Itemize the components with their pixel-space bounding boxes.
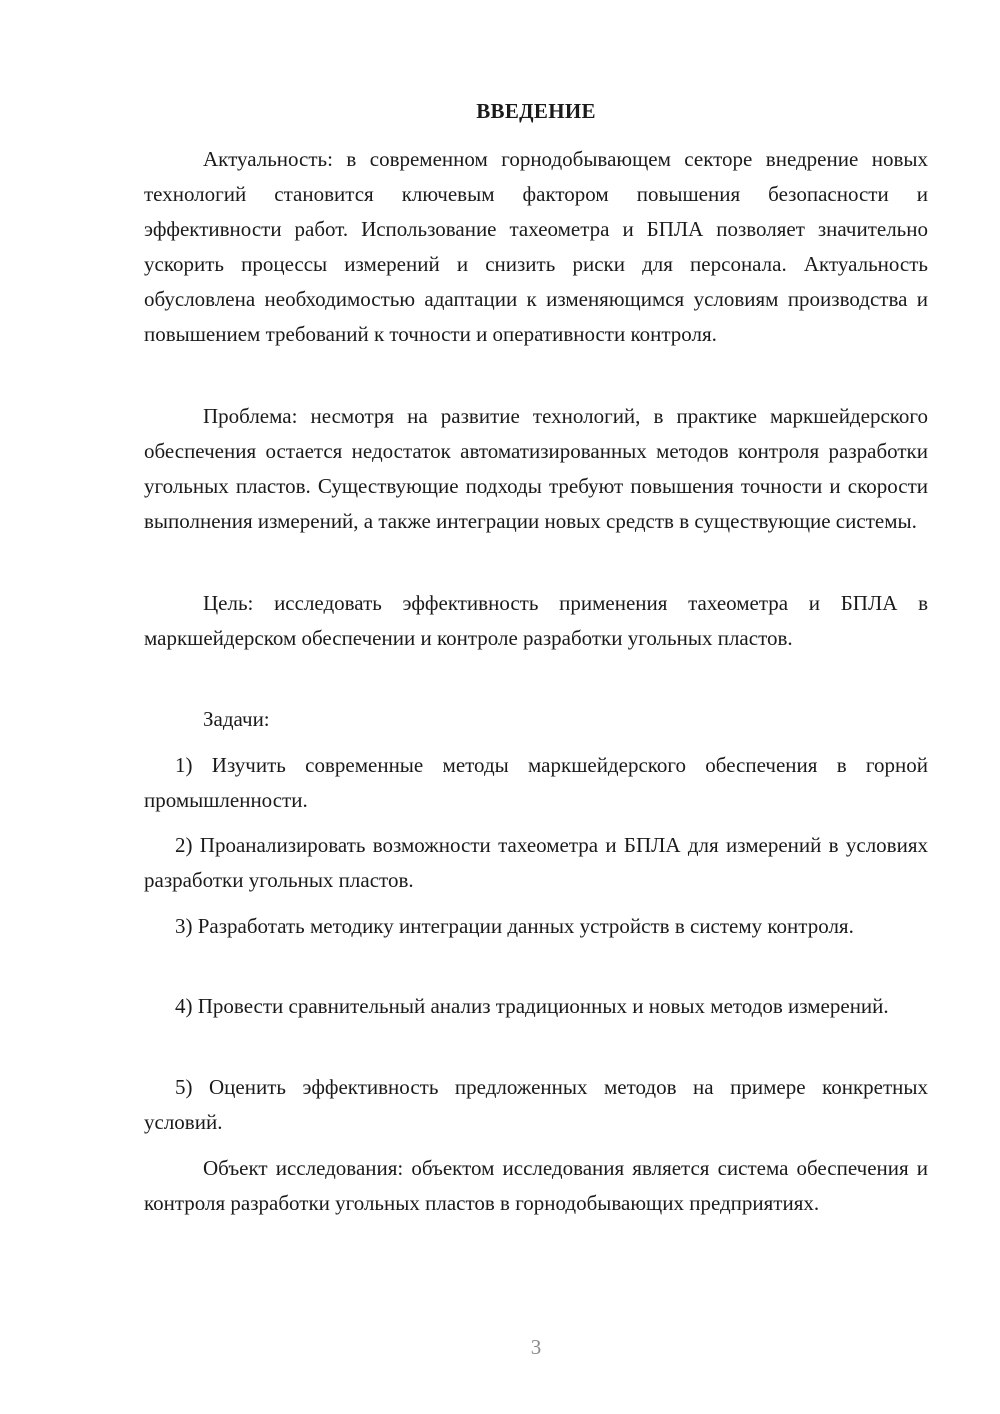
tasks-heading: Задачи:: [203, 707, 270, 731]
paragraph-object: Объект исследования: объектом исследования является система обеспечения и контроля разработки угольных пластов в горнодобывающих предприятиях.: [144, 1156, 928, 1215]
paragraph-relevance: Актуальность: в современном горнодобывающем секторе внедрение новых технологий становится ключевым фактором повышения безопасности и эффективности работ. Использование тахеометра и БПЛА позволяет значительно ускорить процессы измерений и снизить риски для персонала. Актуальность обусловлена необходимостью адаптации к изменяющимся условиям производства и повышением требований к точности и оперативности контроля.: [144, 147, 928, 346]
paragraph-problem: Проблема: несмотря на развитие технологий, в практике маркшейдерского обеспечения остается недостаток автоматизированных методов контроля разработки угольных пластов. Существующие подходы требуют повышения точности и скорости выполнения измерений, а также интеграции новых средств в существующие системы.: [144, 404, 928, 533]
task-item-3: 3) Разработать методику интеграции данных устройств в систему контроля.: [175, 914, 854, 938]
task-item-4: 4) Провести сравнительный анализ традиционных и новых методов измерений.: [175, 994, 889, 1018]
task-item-1: 1) Изучить современные методы маркшейдерского обеспечения в горной промышленности.: [144, 753, 928, 812]
section-title: ВВЕДЕНИЕ: [476, 99, 596, 123]
paragraph-goal: Цель: исследовать эффективность применения тахеометра и БПЛА в маркшейдерском обеспечении и контроле разработки угольных пластов.: [144, 591, 928, 650]
task-item-2: 2) Проанализировать возможности тахеометра и БПЛА для измерений в условиях разработки угольных пластов.: [144, 833, 928, 892]
task-item-5: 5) Оценить эффективность предложенных методов на примере конкретных условий.: [144, 1075, 928, 1134]
page-number: 3: [530, 1335, 542, 1359]
